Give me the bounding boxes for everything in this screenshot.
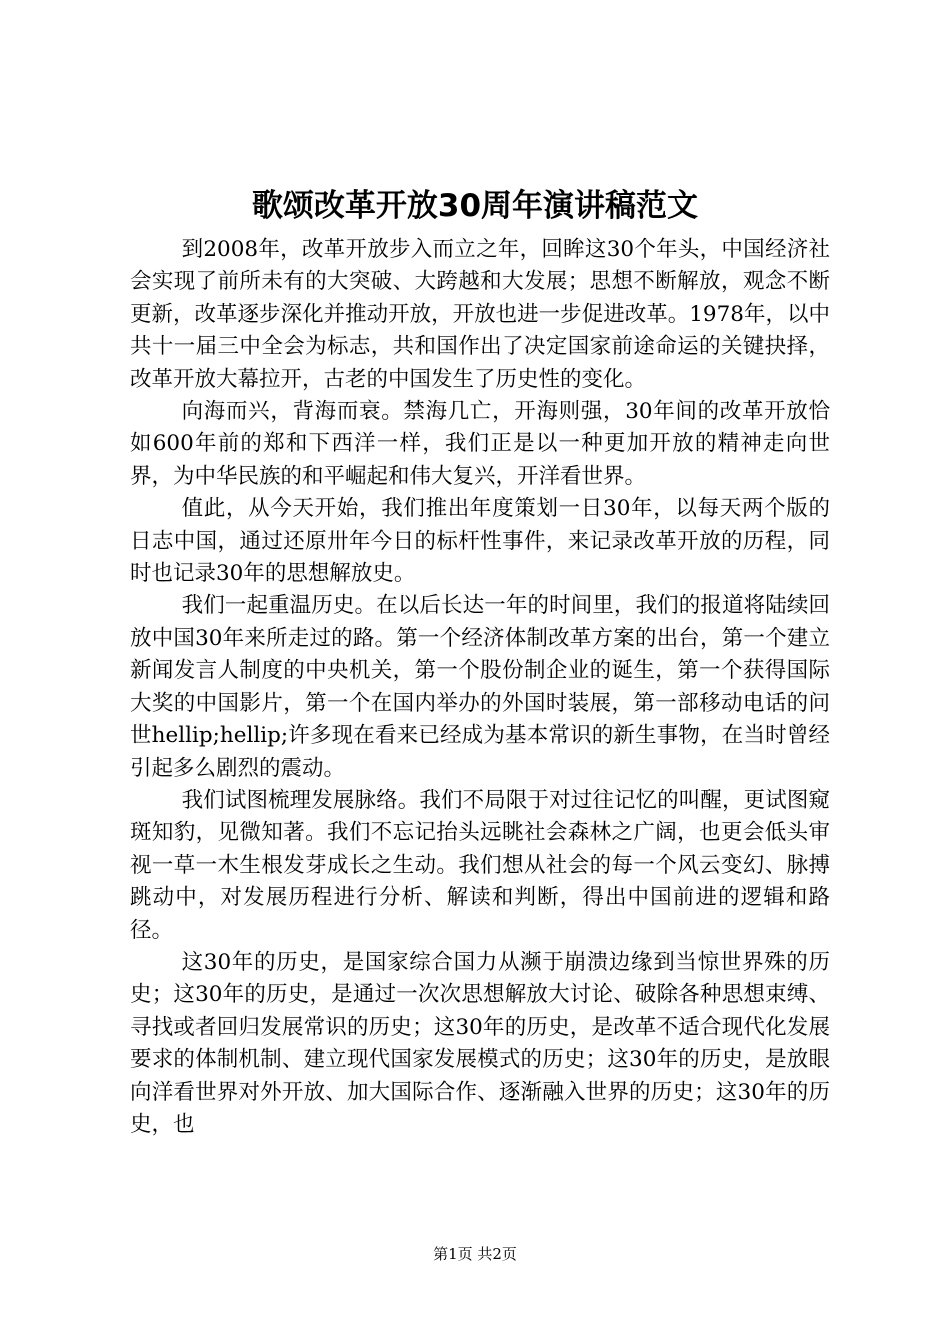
paragraph: 我们试图梳理发展脉络。我们不局限于对过往记忆的叫醒，更试图窥斑知豹，见微知著。我们不忘记抬头远眺社会森林之广阔，也更会低头审视一草一木生根发芽成长之生动。我们想从社会的每一个风云变幻、脉搏跳动中，对发展历程进行分析、解读和判断，得出中国前进的逻辑和路径。: [130, 787, 830, 943]
paragraph: 到2008年，改革开放步入而立之年，回眸这30个年头，中国经济社会实现了前所未有的大突破、大跨越和大发展；思想不断解放，观念不断更新，改革逐步深化并推动开放，开放也进一步促进改革。1978年，以中共十一届三中全会为标志，共和国作出了决定国家前途命运的关键抉择，改革开放大幕拉开，古老的中国发生了历史性的变化。: [130, 237, 830, 392]
document-body: [130, 234, 830, 1141]
paragraph: 向海而兴，背海而衰。禁海几亡，开海则强，30年间的改革开放恰如600年前的郑和下西洋一样，我们正是以一种更加开放的精神走向世界，为中华民族的和平崛起和伟大复兴，开洋看世界。: [130, 399, 830, 489]
document-title: 歌颂改革开放30周年演讲稿范文: [251, 188, 699, 224]
page-footer: 第1页 共2页: [433, 1245, 517, 1263]
paragraph: 值此，从今天开始，我们推出年度策划一日30年，以每天两个版的日志中国，通过还原卅年今日的标杆性事件，来记录改革开放的历程，同时也记录30年的思想解放史。: [130, 496, 830, 587]
paragraph: 这30年的历史，是国家综合国力从濒于崩溃边缘到当惊世界殊的历史；这30年的历史，是通过一次次思想解放大讨论、破除各种思想束缚、寻找或者回归发展常识的历史；这30年的历史，是改革不适合现代化发展要求的体制机制、建立现代国家发展模式的历史；这30年的历史，是放眼向洋看世界对外开放、加大国际合作、逐渐融入世界的历史；这30年的历史，也: [130, 949, 830, 1137]
paragraph: 我们一起重温历史。在以后长达一年的时间里，我们的报道将陆续回放中国30年来所走过的路。第一个经济体制改革方案的出台，第一个建立新闻发言人制度的中央机关，第一个股份制企业的诞生，第一个获得国际大奖的中国影片，第一个在国内举办的外国时装展，第一部移动电话的问世hellip;hellip;许多现在看来已经成为基本常识的新生事物，在当时曾经引起多么剧烈的震动。: [130, 593, 830, 781]
